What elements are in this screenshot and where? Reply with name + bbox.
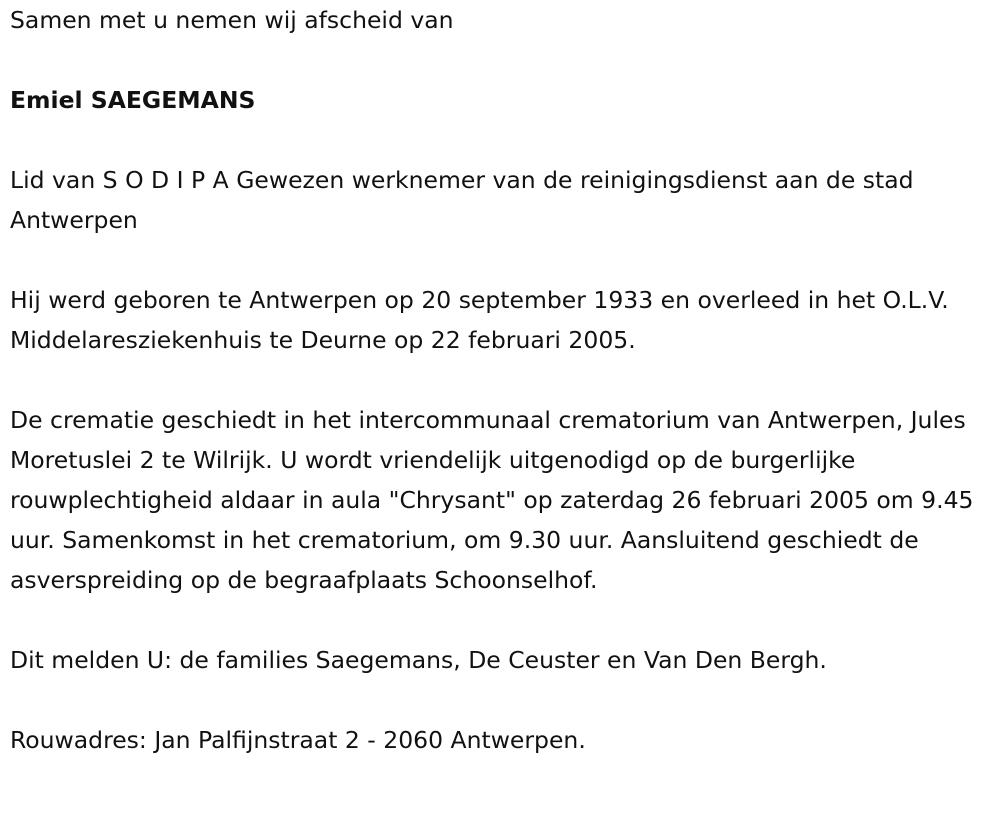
- death-notice: [10, 0, 994, 760]
- mourning-address: Rouwadres: Jan Palfijnstraat 2 - 2060 Antwerpen.: [10, 726, 586, 754]
- families-text: Dit melden U: de families Saegemans, De Ceuster en Van Den Bergh.: [10, 646, 827, 674]
- intro-text: Samen met u nemen wij afscheid van: [10, 6, 454, 34]
- affiliation-text: Lid van S O D I P A Gewezen werknemer van de reinigingsdienst aan de stad Antwerpen: [10, 166, 914, 234]
- ceremony-text: De crematie geschiedt in het intercommunaal crematorium van Antwerpen, Jules Moretuslei 2 te Wilrijk. U wordt vriendelijk uitgenodigd op de burgerlijke rouwplechtigheid aldaar in aula "Chrysant" op zaterdag 26 februari 2005 om 9.45 uur. Samenkomst in het crematorium, om 9.30 uur. Aansluitend geschiedt de asverspreiding op de begraafplaats Schoonselhof.: [10, 406, 974, 594]
- birth-death-text: Hij werd geboren te Antwerpen op 20 september 1933 en overleed in het O.L.V. Middelaresziekenhuis te Deurne op 22 februari 2005.: [10, 286, 949, 354]
- deceased-name: Emiel SAEGEMANS: [10, 86, 256, 114]
